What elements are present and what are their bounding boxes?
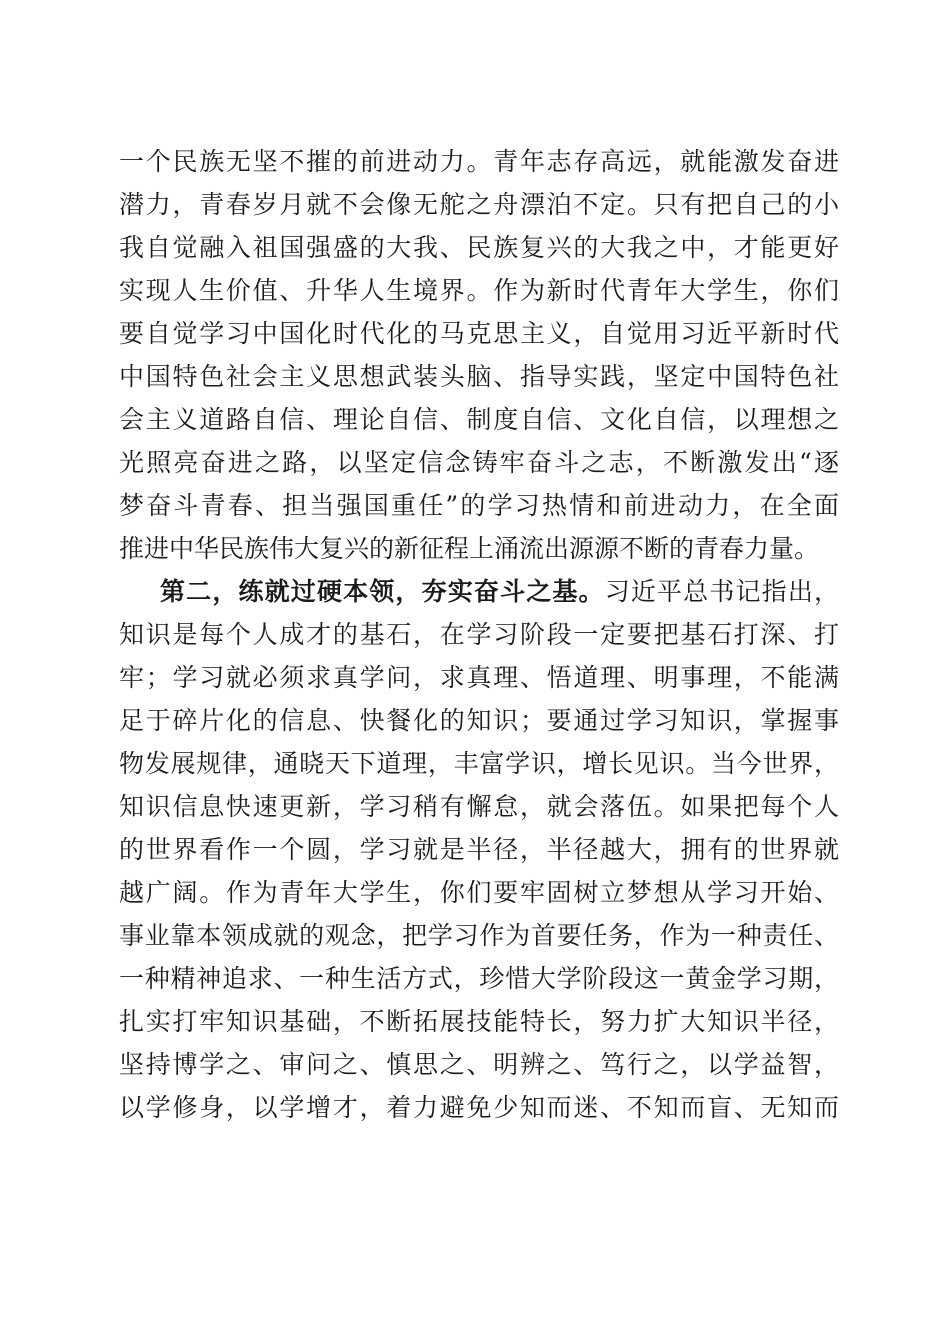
paragraph-2-line-6: 知识信息快速更新，学习稍有懈怠，就会落伍。如果把每个人 [119,792,839,821]
paragraph-2-line-12: 坚持博学之、审问之、慎思之、明辨之、笃行之，以学益智， [119,1050,839,1079]
paragraph-1-line-10: 推进中华民族伟大复兴的新征程上涌流出源源不断的青春力量。 [119,534,820,563]
paragraph-1-line-9: 梦奋斗青春、担当强国重任”的学习热情和前进动力，在全面 [119,491,839,520]
paragraph-2-line-4: 足于碎片化的信息、快餐化的知识；要通过学习知识，掌握事 [119,706,839,735]
paragraph-1-line-3: 我自觉融入祖国强盛的大我、民族复兴的大我之中，才能更好 [119,233,839,262]
paragraph-1-line-4: 实现人生价值、升华人生境界。作为新时代青年大学生，你们 [119,276,839,305]
paragraph-2-line-8: 越广阔。作为青年大学生，你们要牢固树立梦想从学习开始、 [119,878,839,907]
paragraph-1-line-2: 潜力，青春岁月就不会像无舵之舟漂泊不定。只有把自己的小 [119,190,839,219]
paragraph-2-line-2: 知识是每个人成才的基石，在学习阶段一定要把基石打深、打 [119,620,839,649]
paragraph-2-line-7: 的世界看作一个圆，学习就是半径，半径越大，拥有的世界就 [119,835,839,864]
paragraph-2-line-11: 扎实打牢知识基础，不断拓展技能特长，努力扩大知识半径， [119,1007,839,1036]
paragraph-1-line-6: 中国特色社会主义思想武装头脑、指导实践，坚定中国特色社 [119,362,839,391]
paragraph-2-first-line [160,572,839,612]
paragraph-2-first-line-text: 习近平总书记指出， [604,577,839,606]
paragraph-2-line-3: 牢；学习就必须求真学问，求真理、悟道理、明事理，不能满 [119,663,839,692]
paragraph-1-line-7: 会主义道路自信、理论自信、制度自信、文化自信，以理想之 [119,405,839,434]
paragraph-1-line-5: 要自觉学习中国化时代化的马克思主义，自觉用习近平新时代 [119,319,839,348]
paragraph-1-line-1: 一个民族无坚不摧的前进动力。青年志存高远，就能激发奋进 [119,147,839,176]
paragraph-1-line-8: 光照亮奋进之路，以坚定信念铸牢奋斗之志，不断激发出“逐 [119,448,839,477]
paragraph-2-line-5: 物发展规律，通晓天下道理，丰富学识，增长见识。当今世界， [119,749,839,778]
paragraph-2-line-9: 事业靠本领成就的观念，把学习作为首要任务，作为一种责任、 [119,921,839,950]
paragraph-2-line-13: 以学修身，以学增才，着力避免少知而迷、不知而盲、无知而 [119,1093,839,1122]
paragraph-2-heading: 第二，练就过硬本领，夯实奋斗之基。 [160,577,605,606]
paragraph-2-line-10: 一种精神追求、一种生活方式，珍惜大学阶段这一黄金学习期， [119,964,839,993]
